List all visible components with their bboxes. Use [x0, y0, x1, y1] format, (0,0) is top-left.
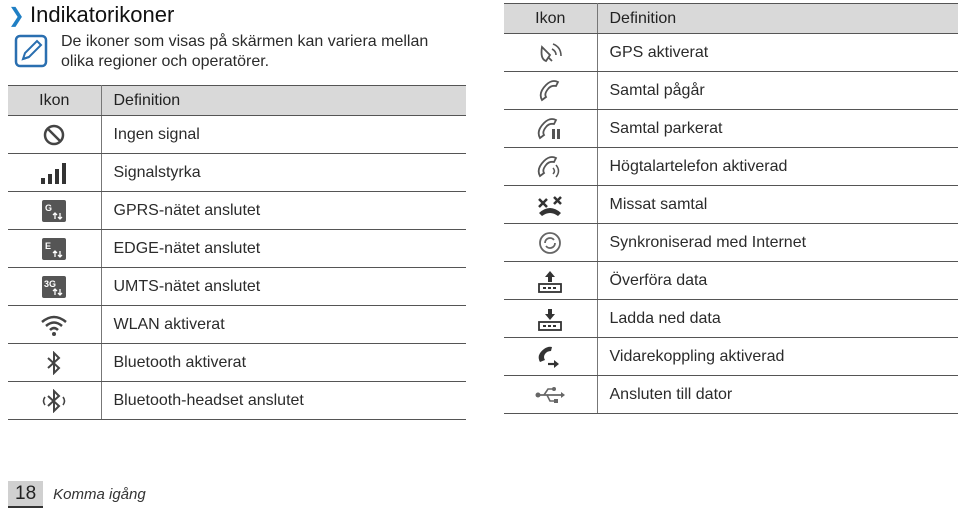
definition-text: Samtal pågår — [597, 72, 958, 110]
table-row — [504, 300, 958, 338]
column-header-icon: Ikon — [504, 4, 597, 34]
svg-text:3G: 3G — [44, 278, 57, 289]
table-row — [504, 34, 958, 72]
definition-text: Samtal parkerat — [597, 110, 958, 148]
table-row — [504, 224, 958, 262]
table-row — [8, 306, 466, 344]
gps-icon — [536, 41, 564, 65]
definition-text: Missat samtal — [597, 186, 958, 224]
column-header-icon: Ikon — [8, 86, 101, 116]
usb-icon — [534, 383, 566, 407]
svg-text:G: G — [45, 202, 53, 213]
missed-call-icon — [536, 193, 564, 217]
no-signal-icon — [42, 123, 66, 147]
section-heading — [8, 2, 174, 28]
signal-strength-icon — [40, 161, 68, 185]
bluetooth-headset-icon — [40, 389, 68, 413]
definition-text: WLAN aktiverat — [101, 306, 466, 344]
page-title: Indikatorikoner — [30, 2, 175, 27]
edge-icon — [41, 237, 67, 261]
definition-text: Ingen signal — [101, 116, 466, 154]
page-number: 18 — [8, 481, 43, 508]
call-in-progress-icon — [536, 79, 564, 103]
umts-icon — [41, 275, 67, 299]
table-row — [8, 192, 466, 230]
definition-text: UMTS-nätet anslutet — [101, 268, 466, 306]
call-forwarding-icon — [536, 345, 564, 369]
definition-text: Ansluten till dator — [597, 376, 958, 414]
definition-text: GPRS-nätet anslutet — [101, 192, 466, 230]
indicator-table-right — [504, 3, 958, 414]
table-row — [504, 148, 958, 186]
bluetooth-icon — [45, 351, 63, 375]
upload-icon — [536, 269, 564, 293]
table-row — [504, 110, 958, 148]
table-row — [504, 186, 958, 224]
definition-text: GPS aktiverat — [597, 34, 958, 72]
definition-text: Överföra data — [597, 262, 958, 300]
table-row — [504, 376, 958, 414]
definition-text: Synkroniserad med Internet — [597, 224, 958, 262]
table-row — [504, 338, 958, 376]
table-row — [8, 344, 466, 382]
table-row — [8, 154, 466, 192]
table-row — [8, 230, 466, 268]
table-row — [8, 268, 466, 306]
note-text: De ikoner som visas på skärmen kan variera mellan olika regioner och operatörer. — [61, 33, 429, 70]
definition-text: Signalstyrka — [101, 154, 466, 192]
definition-text: EDGE-nätet anslutet — [101, 230, 466, 268]
speakerphone-icon — [536, 155, 564, 179]
download-icon — [536, 307, 564, 331]
table-row — [8, 382, 466, 420]
table-row — [8, 116, 466, 154]
table-row — [504, 262, 958, 300]
column-header-definition: Definition — [101, 86, 466, 116]
note-pencil-icon — [14, 34, 48, 68]
svg-text:E: E — [45, 240, 52, 251]
chapter-name: Komma igång — [53, 486, 146, 503]
definition-text: Bluetooth-headset anslutet — [101, 382, 466, 420]
gprs-icon — [41, 199, 67, 223]
chevron-right-icon: ❯ — [8, 4, 25, 27]
column-header-definition: Definition — [597, 4, 958, 34]
table-row — [504, 72, 958, 110]
sync-icon — [536, 231, 564, 255]
definition-text: Högtalartelefon aktiverad — [597, 148, 958, 186]
definition-text: Ladda ned data — [597, 300, 958, 338]
note-box — [8, 32, 458, 74]
page-footer — [8, 481, 146, 508]
call-on-hold-icon — [536, 117, 564, 141]
indicator-table-left — [8, 85, 466, 420]
wlan-icon — [40, 313, 68, 337]
definition-text: Vidarekoppling aktiverad — [597, 338, 958, 376]
definition-text: Bluetooth aktiverat — [101, 344, 466, 382]
